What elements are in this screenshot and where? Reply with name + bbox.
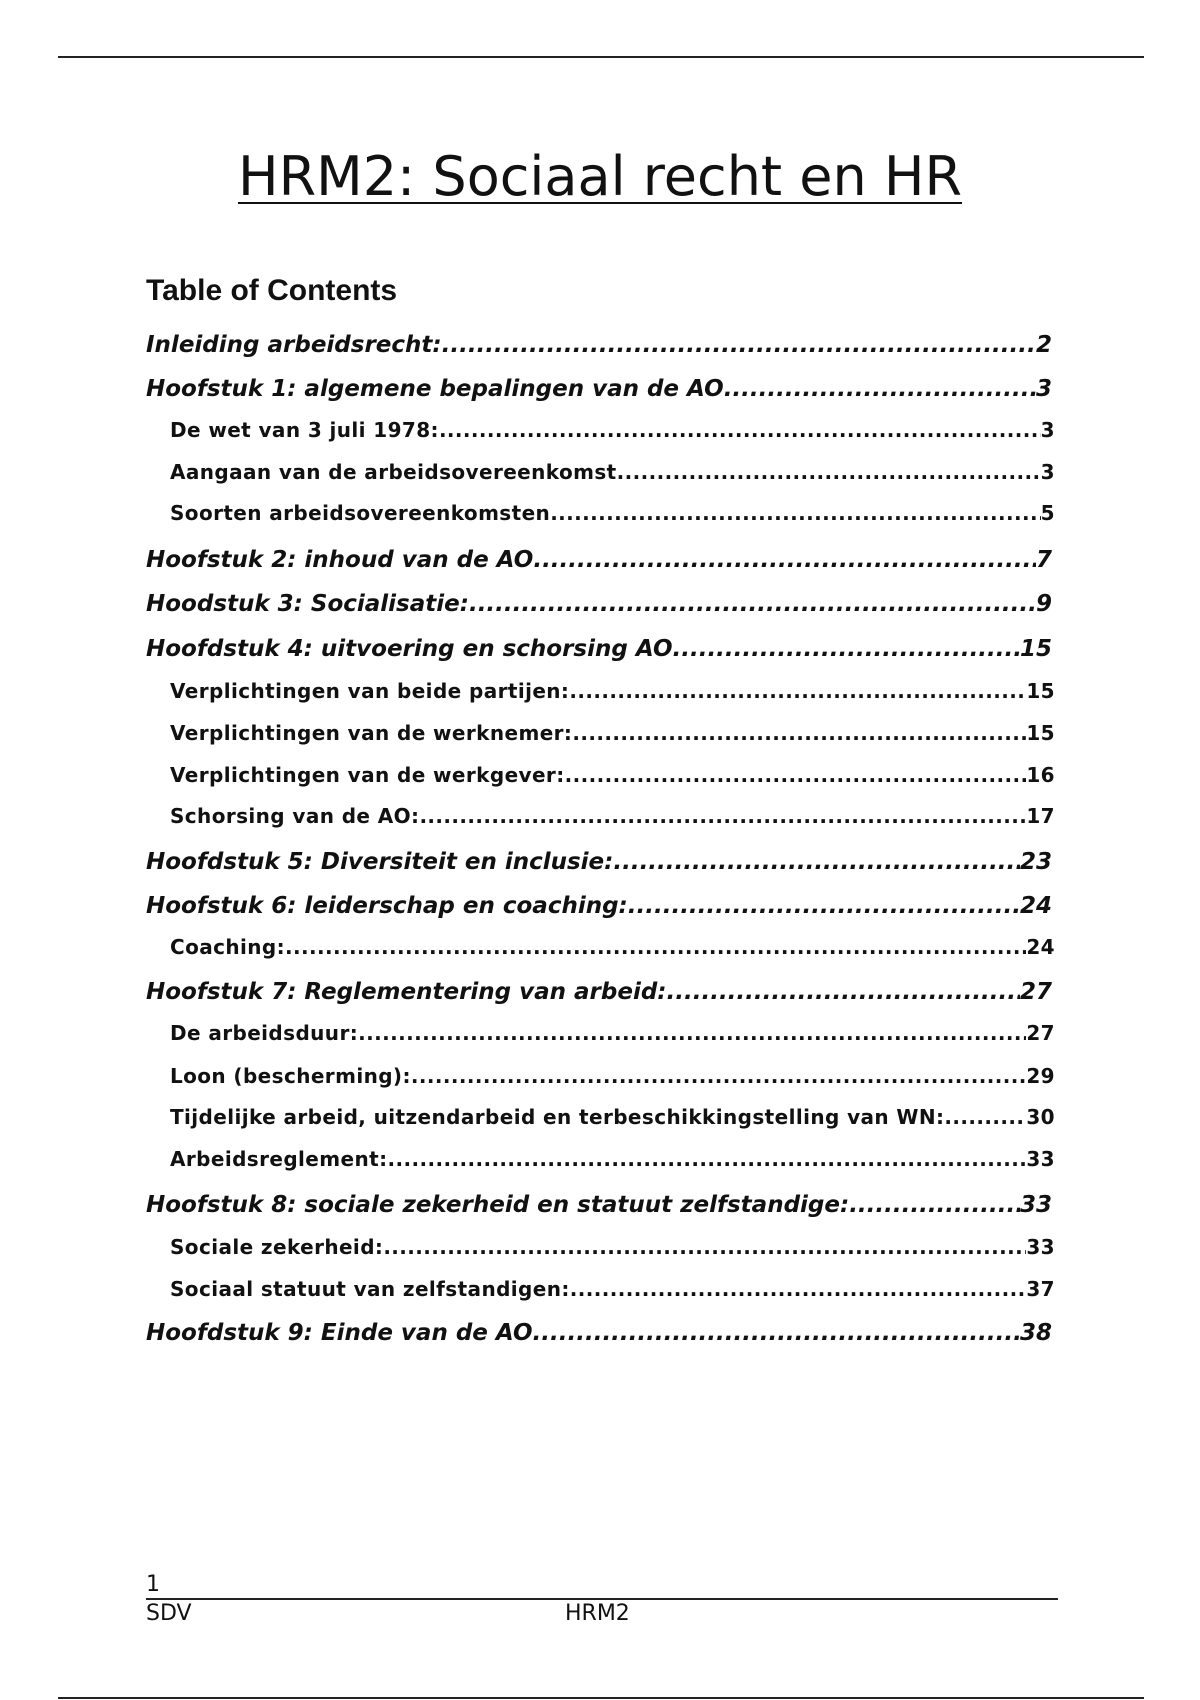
toc-dot-leader	[550, 499, 1040, 527]
toc-dot-leader	[358, 1019, 1026, 1047]
toc-dot-leader	[570, 1275, 1027, 1303]
toc-dot-leader	[569, 677, 1026, 705]
toc-entry[interactable]	[170, 761, 1055, 789]
toc-entry-page: 15	[1019, 636, 1052, 662]
toc-dot-leader	[439, 416, 1041, 444]
toc-entry-label: Hoofstuk 6: leiderschap en coaching:	[146, 893, 628, 919]
toc-entry[interactable]	[170, 416, 1055, 444]
toc-dot-leader	[613, 847, 1020, 877]
bottom-page-rule	[58, 1697, 1144, 1699]
toc-entry-label: Hoofstuk 7: Reglementering van arbeid:	[146, 979, 667, 1005]
toc-entry[interactable]	[170, 933, 1055, 961]
toc-entry-label: Aangaan van de arbeidsovereenkomst	[170, 460, 617, 484]
toc-entry[interactable]	[170, 1019, 1055, 1047]
toc-entry[interactable]	[146, 330, 1052, 360]
toc-entry-page: 37	[1026, 1277, 1055, 1301]
toc-entry-page: 33	[1026, 1147, 1055, 1171]
toc-entry-page: 3	[1040, 418, 1055, 442]
toc-dot-leader	[411, 1062, 1026, 1090]
toc-entry-label: Hoodstuk 3: Socialisatie:	[146, 591, 469, 617]
toc-entry-label: Loon (bescherming):	[170, 1064, 411, 1088]
toc-entry-page: 29	[1026, 1064, 1055, 1088]
toc-entry-label: Sociale zekerheid:	[170, 1235, 384, 1259]
toc-dot-leader	[442, 330, 1036, 360]
toc-entry-label: Hoofdstuk 5: Diversiteit en inclusie:	[146, 849, 614, 875]
top-page-rule	[58, 56, 1144, 58]
toc-entry[interactable]	[146, 891, 1052, 921]
toc-dot-leader	[673, 634, 1020, 664]
toc-dot-leader	[667, 977, 1020, 1007]
toc-dot-leader	[565, 761, 1027, 789]
toc-entry-page: 27	[1026, 1021, 1055, 1045]
toc-entry-page: 7	[1035, 547, 1052, 573]
toc-dot-leader	[617, 458, 1041, 486]
toc-heading: Table of Contents	[146, 274, 398, 307]
toc-entry-page: 15	[1026, 721, 1055, 745]
toc-entry-page: 5	[1040, 501, 1055, 525]
footer-rule	[146, 1598, 1058, 1600]
toc-entry-label: Hoofstuk 1: algemene bepalingen van de AO	[146, 376, 724, 402]
toc-entry-page: 24	[1019, 893, 1052, 919]
toc-entry[interactable]	[146, 847, 1052, 877]
toc-dot-leader	[944, 1103, 1026, 1131]
footer-course-code: HRM2	[565, 1601, 630, 1626]
toc-entry[interactable]	[170, 1275, 1055, 1303]
toc-entry-label: De arbeidsduur:	[170, 1021, 359, 1045]
toc-entry[interactable]	[146, 1190, 1052, 1220]
toc-entry-label: Hoofstuk 2: inhoud van de AO	[146, 547, 534, 573]
toc-entry-page: 33	[1026, 1235, 1055, 1259]
toc-entry-label: Hoofdstuk 4: uitvoering en schorsing AO	[146, 636, 673, 662]
toc-dot-leader	[628, 891, 1020, 921]
toc-entry-label: Sociaal statuut van zelfstandigen:	[170, 1277, 570, 1301]
toc-entry-label: Inleiding arbeidsrecht:	[146, 332, 442, 358]
toc-entry-page: 3	[1035, 376, 1052, 402]
toc-dot-leader	[572, 719, 1026, 747]
toc-dot-leader	[533, 1318, 1020, 1348]
toc-entry-page: 9	[1035, 591, 1052, 617]
toc-entry-page: 30	[1026, 1105, 1055, 1129]
toc-entry-page: 38	[1019, 1320, 1052, 1346]
toc-entry-page: 15	[1026, 679, 1055, 703]
toc-entry-page: 27	[1019, 979, 1052, 1005]
toc-dot-leader	[285, 933, 1026, 961]
page-number: 1	[146, 1572, 160, 1597]
toc-entry[interactable]	[170, 1233, 1055, 1261]
toc-dot-leader	[849, 1190, 1020, 1220]
toc-entry-page: 16	[1026, 763, 1055, 787]
toc-entry-page: 23	[1019, 849, 1052, 875]
toc-entry[interactable]	[170, 1062, 1055, 1090]
toc-entry-label: Verplichtingen van de werknemer:	[170, 721, 573, 745]
toc-entry[interactable]	[170, 719, 1055, 747]
toc-entry-label: De wet van 3 juli 1978:	[170, 418, 439, 442]
toc-dot-leader	[724, 374, 1036, 404]
toc-entry-label: Coaching:	[170, 935, 286, 959]
toc-entry-label: Tijdelijke arbeid, uitzendarbeid en terbeschikkingstelling van WN:	[170, 1105, 945, 1129]
toc-entry-label: Arbeidsreglement:	[170, 1147, 388, 1171]
toc-entry-page: 17	[1026, 804, 1055, 828]
toc-entry[interactable]	[146, 977, 1052, 1007]
toc-dot-leader	[533, 545, 1036, 575]
toc-entry-label: Hoofstuk 8: sociale zekerheid en statuut zelfstandige:	[146, 1192, 850, 1218]
toc-entry[interactable]	[170, 1145, 1055, 1173]
toc-dot-leader	[387, 1145, 1026, 1173]
toc-entry[interactable]	[146, 634, 1052, 664]
toc-entry[interactable]	[170, 802, 1055, 830]
toc-dot-leader	[383, 1233, 1026, 1261]
footer-author: SDV	[146, 1601, 192, 1626]
toc-entry-page: 33	[1019, 1192, 1052, 1218]
toc-entry-page: 2	[1035, 332, 1052, 358]
toc-entry-page: 3	[1040, 460, 1055, 484]
toc-entry[interactable]	[170, 677, 1055, 705]
toc-entry[interactable]	[170, 1103, 1055, 1131]
toc-entry[interactable]	[146, 374, 1052, 404]
toc-entry-page: 24	[1026, 935, 1055, 959]
toc-dot-leader	[469, 589, 1036, 619]
toc-entry-label: Schorsing van de AO:	[170, 804, 420, 828]
toc-dot-leader	[419, 802, 1026, 830]
toc-entry-label: Verplichtingen van beide partijen:	[170, 679, 570, 703]
toc-entry[interactable]	[146, 589, 1052, 619]
toc-entry-label: Soorten arbeidsovereenkomsten	[170, 501, 551, 525]
toc-entry[interactable]	[170, 458, 1055, 486]
document-title: HRM2: Sociaal recht en HR	[237, 145, 963, 208]
toc-entry-label: Hoofdstuk 9: Einde van de AO	[146, 1320, 533, 1346]
toc-entry[interactable]	[146, 1318, 1052, 1348]
toc-entry[interactable]	[146, 545, 1052, 575]
toc-entry-label: Verplichtingen van de werkgever:	[170, 763, 565, 787]
toc-entry[interactable]	[170, 499, 1055, 527]
